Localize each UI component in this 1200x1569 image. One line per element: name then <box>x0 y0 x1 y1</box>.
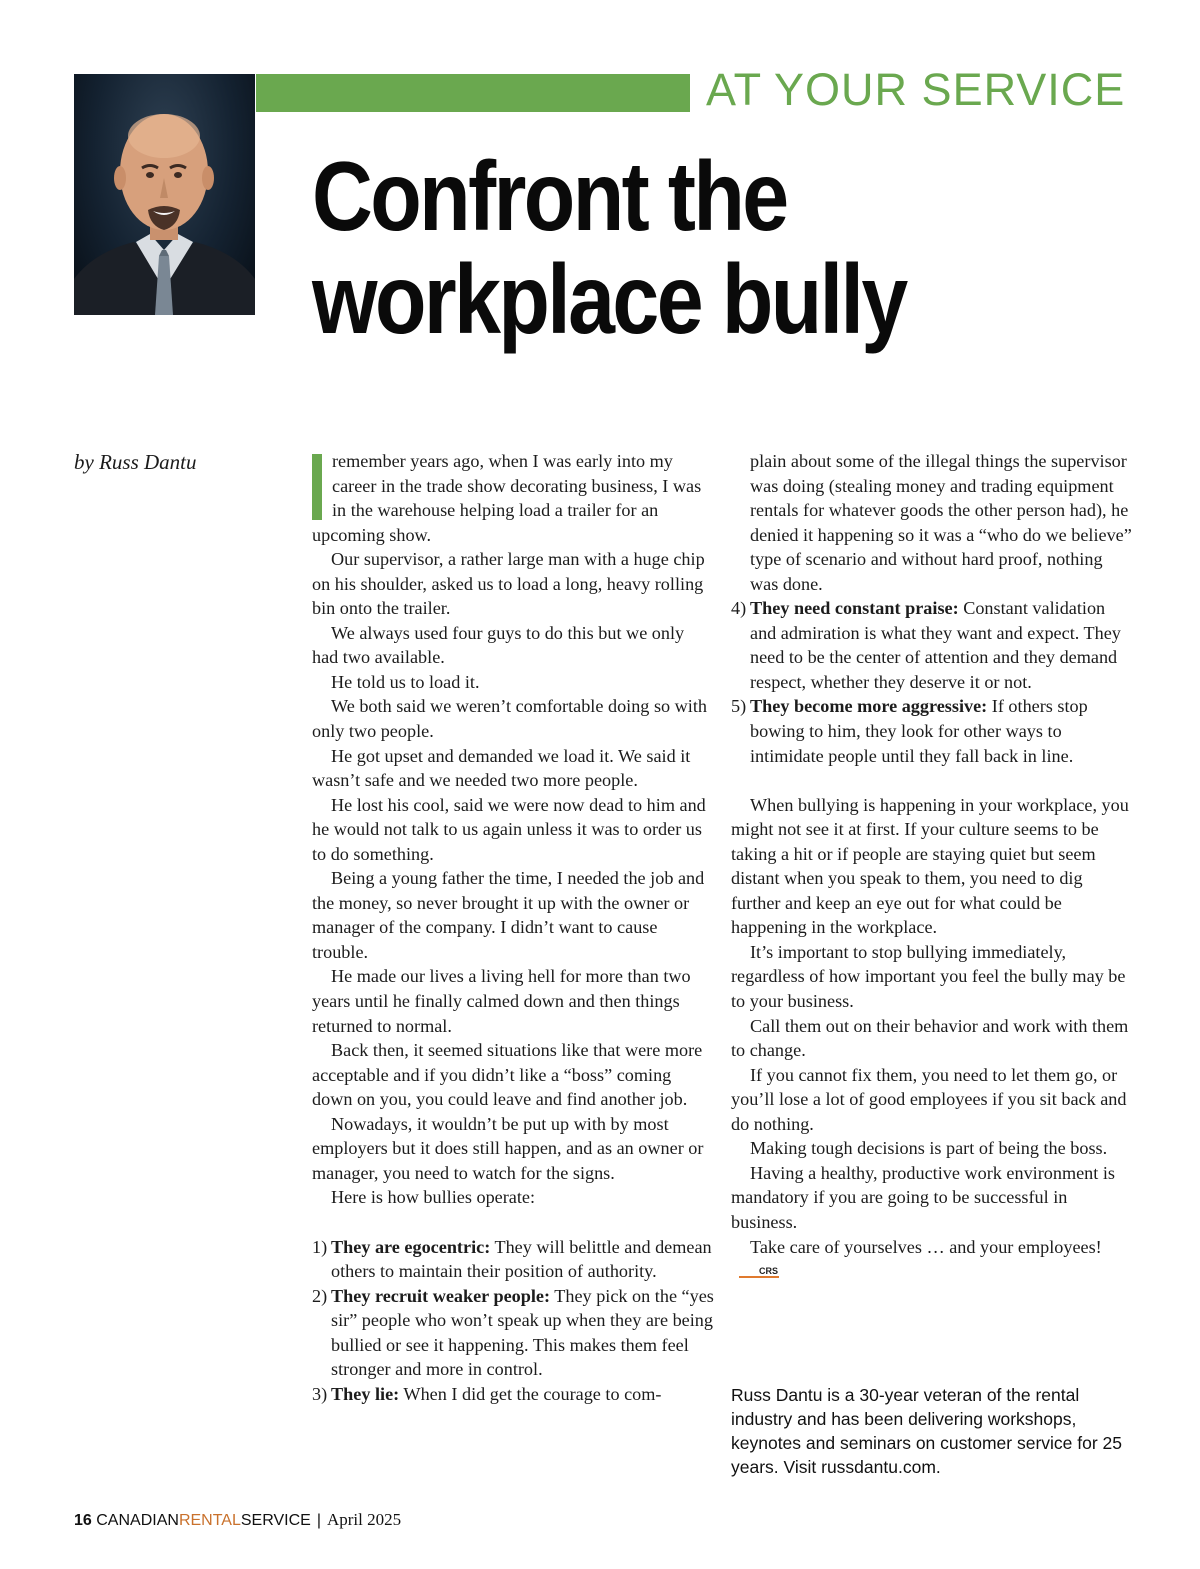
paragraph: remember years ago, when I was early into my career in the trade show decorating business, I was in the warehouse helping load a trailer for an upcoming show. <box>312 451 702 545</box>
paragraph: He got upset and demanded we load it. We said it wasn’t safe and we needed two more people. <box>312 745 691 791</box>
list-item-title: They need constant praise: <box>750 598 959 619</box>
paragraph-gap <box>312 1210 714 1235</box>
paragraph: Back then, it seemed situations like that were more acceptable and if you didn’t like a “boss” coming down on you, you could leave and find another job. <box>312 1040 703 1110</box>
author-photo <box>74 74 255 315</box>
crs-end-mark-icon: CRS <box>739 1266 779 1278</box>
bully-traits-list-continued <box>731 449 1133 768</box>
issue-date: April 2025 <box>326 1510 402 1529</box>
page-number: 16 <box>74 1512 92 1529</box>
list-item <box>312 1284 714 1382</box>
list-number: 4) <box>731 598 747 619</box>
paragraph: When bullying is happening in your workplace, you might not see it at first. If your culture seems to be taking a hit or if people are staying quiet but seem distant when you speak to them, you need to dig further and keep an eye out for what could be happening in the workplace. <box>731 794 1129 938</box>
list-item-text: When I did get the courage to com- <box>399 1383 662 1404</box>
author-portrait-illustration <box>74 74 255 315</box>
byline: by Russ Dantu <box>74 450 197 474</box>
paragraph: We always used four guys to do this but we only had two available. <box>312 622 685 668</box>
list-item-title: They lie: <box>331 1383 400 1404</box>
list-number: 3) <box>312 1383 328 1404</box>
paragraph: We both said we weren’t comfortable doing so with only two people. <box>312 696 708 742</box>
list-number: 2) <box>312 1285 328 1306</box>
paragraph: Being a young father the time, I needed the job and the money, so never brought it up with the owner or manager of the company. I didn’t want to cause trouble. <box>312 868 705 962</box>
footer-separator: | <box>316 1512 321 1529</box>
list-item-continuation: plain about some of the illegal things the supervisor was doing (stealing money and trading equipment rentals for whatever goods the other person had), he denied it happening so it was a “who do we believe” type of scenario and without hard proof, nothing was done. <box>750 451 1132 594</box>
closing-text: Take care of yourselves … and your employees! <box>750 1236 1102 1257</box>
list-item <box>312 1382 714 1407</box>
list-number: 1) <box>312 1236 328 1257</box>
article-column-right <box>731 449 1133 1284</box>
paragraph: If you cannot fix them, you need to let them go, or you’ll lose a lot of good employees if you sit back and do nothing. <box>731 1064 1127 1134</box>
list-item-text: Constant validation and admiration is what they want and expect. They need to be the center of attention and they demand respect, whether they deserve it or not. <box>750 598 1121 692</box>
paragraph: Call them out on their behavior and work with them to change. <box>731 1015 1129 1061</box>
list-item <box>731 596 1133 694</box>
list-item-text: They will belittle and demean others to maintain their position of authority. <box>331 1236 712 1282</box>
list-item-text: They pick on the “yes sir” people who won’t speak up when they are being bullied or see it happening. This makes them feel stronger and more in control. <box>331 1285 714 1380</box>
author-bio: Russ Dantu is a 30-year veteran of the rental industry and has been delivering workshops, keynotes and seminars on customer service for 25 years. Visit russdantu.com. <box>731 1385 1123 1477</box>
paragraph: Having a healthy, productive work environment is mandatory if you are going to be successful in business. <box>731 1162 1116 1232</box>
paragraph: He made our lives a living hell for more than two years until he finally calmed down and then things returned to normal. <box>312 966 691 1036</box>
list-number: 5) <box>731 696 747 717</box>
paragraph: He lost his cool, said we were now dead to him and he would not talk to us again unless it was to order us to do something. <box>312 794 706 864</box>
headline-line-2: workplace bully <box>312 244 906 354</box>
paragraph: Our supervisor, a rather large man with a huge chip on his shoulder, asked us to load a long, heavy rolling bin onto the trailer. <box>312 549 705 619</box>
headline-line-1: Confront the <box>312 141 787 251</box>
paragraph-gap <box>731 768 1133 793</box>
paragraph <box>731 1235 1133 1284</box>
list-item-text: If others stop bowing to him, they look for other ways to intimidate people until they fall back in line. <box>750 696 1088 766</box>
paragraph: Here is how bullies operate: <box>331 1187 536 1208</box>
article-column-left <box>312 449 714 1406</box>
list-item-title: They are egocentric: <box>331 1236 491 1257</box>
brand-service: SERVICE <box>240 1512 311 1529</box>
list-item-title: They become more aggressive: <box>750 696 988 717</box>
paragraph: Making tough decisions is part of being the boss. <box>750 1138 1108 1159</box>
paragraph: He told us to load it. <box>331 671 480 692</box>
section-label: AT YOUR SERVICE <box>706 64 1126 115</box>
brand-canadian: CANADIAN <box>96 1512 179 1529</box>
page-footer <box>74 1510 401 1530</box>
paragraph: Nowadays, it wouldn’t be put up with by most employers but it does still happen, and as an owner or manager, you need to watch for the signs. <box>312 1113 704 1183</box>
headline <box>312 141 906 354</box>
brand-rental: RENTAL <box>178 1512 241 1529</box>
list-item <box>731 694 1133 768</box>
drop-cap-bar <box>312 454 322 520</box>
paragraph: It’s important to stop bullying immediately, regardless of how important you feel the bully may be to your business. <box>731 941 1126 1012</box>
bully-traits-list <box>312 1235 714 1407</box>
header-accent-bar <box>256 74 690 112</box>
list-item-title: They recruit weaker people: <box>331 1285 551 1306</box>
list-item <box>312 1235 714 1284</box>
magazine-brand <box>96 1512 311 1529</box>
